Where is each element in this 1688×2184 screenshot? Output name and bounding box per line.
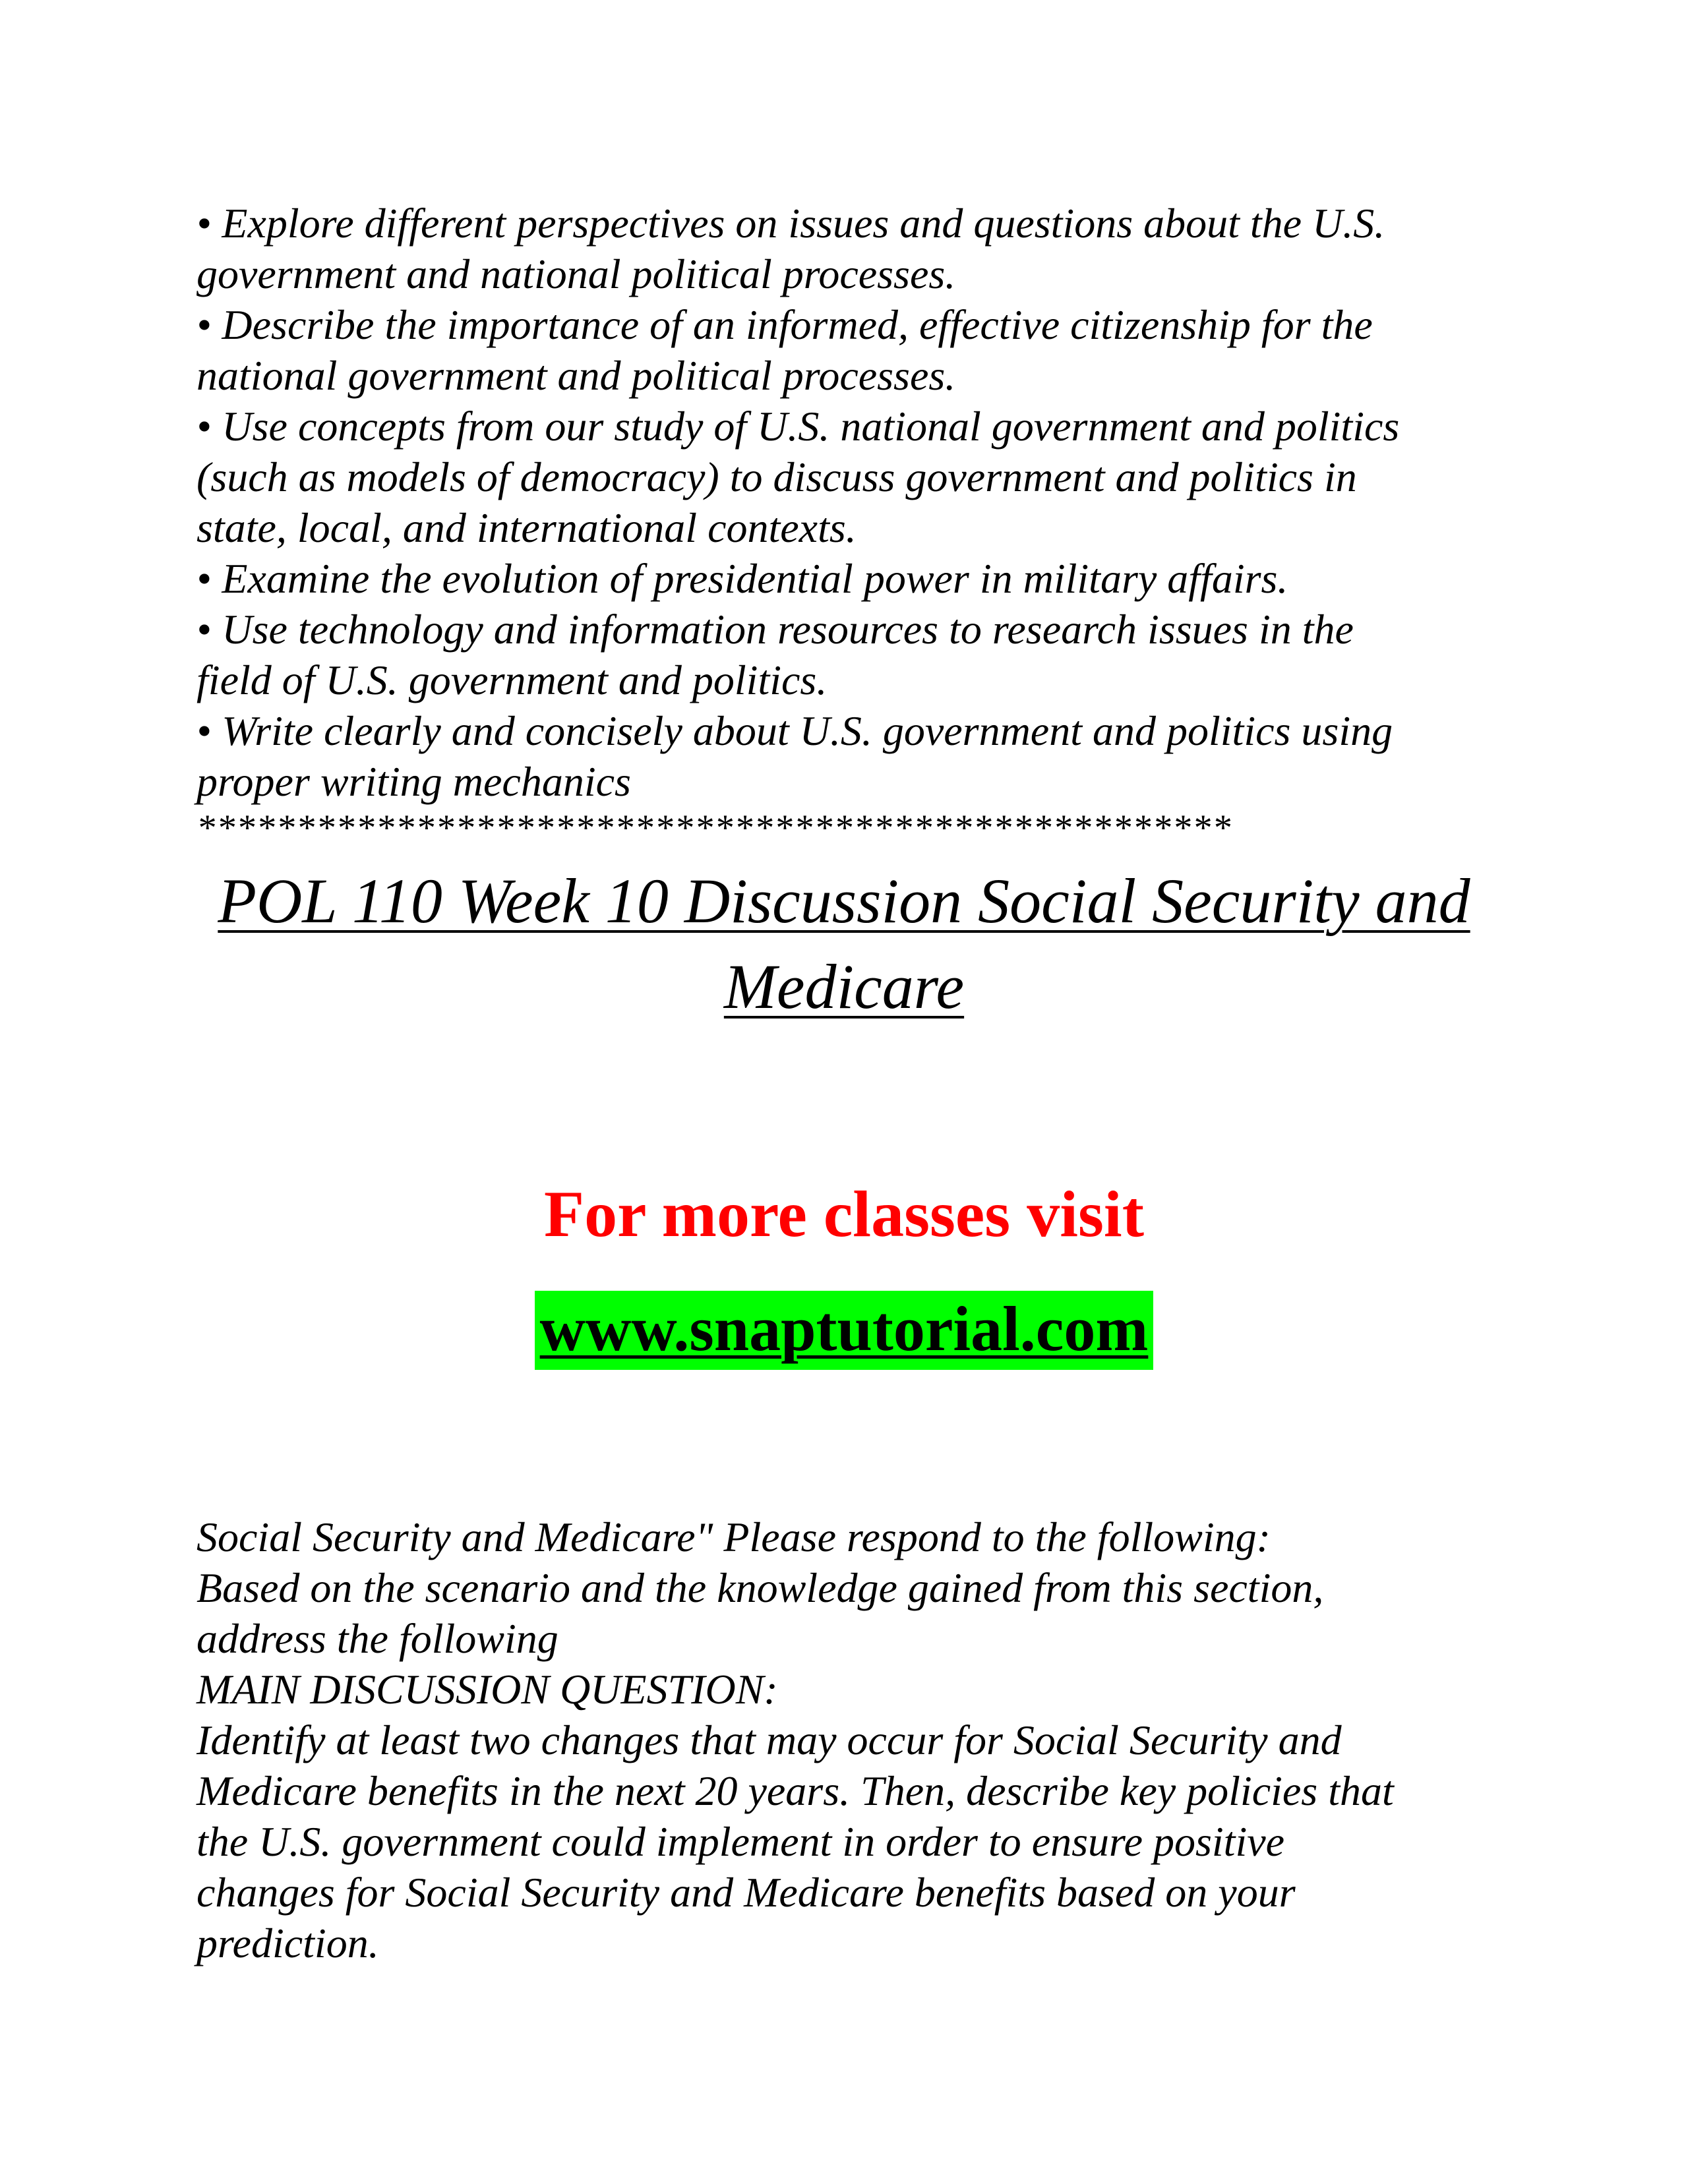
objective-line: • Examine the evolution of presidential power in military affairs.: [196, 555, 1288, 602]
promo-text: For more classes visit: [543, 1177, 1144, 1251]
discussion-line: prediction.: [196, 1920, 379, 1966]
objective-line: national government and political processes.: [196, 352, 956, 399]
discussion-heading: MAIN DISCUSSION QUESTION:: [196, 1666, 778, 1713]
page-title: [0, 858, 1688, 1030]
discussion-line: changes for Social Security and Medicare benefits based on your: [196, 1869, 1296, 1916]
objective-line: (such as models of democracy) to discuss government and politics in: [196, 454, 1357, 500]
discussion-line: Medicare benefits in the next 20 years. Then, describe key policies that: [196, 1767, 1394, 1814]
discussion-line: the U.S. government could implement in order to ensure positive: [196, 1818, 1285, 1865]
discussion-line: Identify at least two changes that may occur for Social Security and: [196, 1717, 1342, 1763]
discussion-line: Social Security and Medicare" Please respond to the following:: [196, 1514, 1271, 1560]
discussion-line: address the following: [196, 1615, 558, 1662]
title-line-2: Medicare: [723, 951, 965, 1022]
objective-line: • Use concepts from our study of U.S. national government and politics: [196, 403, 1400, 450]
promo-link-container: [0, 1291, 1688, 1370]
objective-line: proper writing mechanics: [196, 758, 631, 805]
discussion-prompt: [196, 1512, 1515, 1968]
objective-line: government and national political processes.: [196, 251, 956, 297]
objective-line: field of U.S. government and politics.: [196, 657, 828, 703]
objective-line: state, local, and international contexts.: [196, 504, 857, 551]
objective-line: • Write clearly and concisely about U.S. government and politics using: [196, 707, 1393, 754]
objective-line: • Explore different perspectives on issues and questions about the U.S.: [196, 200, 1385, 247]
discussion-line: Based on the scenario and the knowledge gained from this section,: [196, 1564, 1324, 1611]
objective-line: • Use technology and information resources to research issues in the: [196, 606, 1354, 653]
separator-line: ****************************************************: [196, 808, 1232, 848]
objective-line: • Describe the importance of an informed, effective citizenship for the: [196, 301, 1373, 348]
website-link[interactable]: www.snaptutorial.com: [535, 1291, 1154, 1370]
course-objectives: [196, 198, 1515, 849]
title-line-1: POL 110 Week 10 Discussion Social Security and: [218, 866, 1470, 936]
